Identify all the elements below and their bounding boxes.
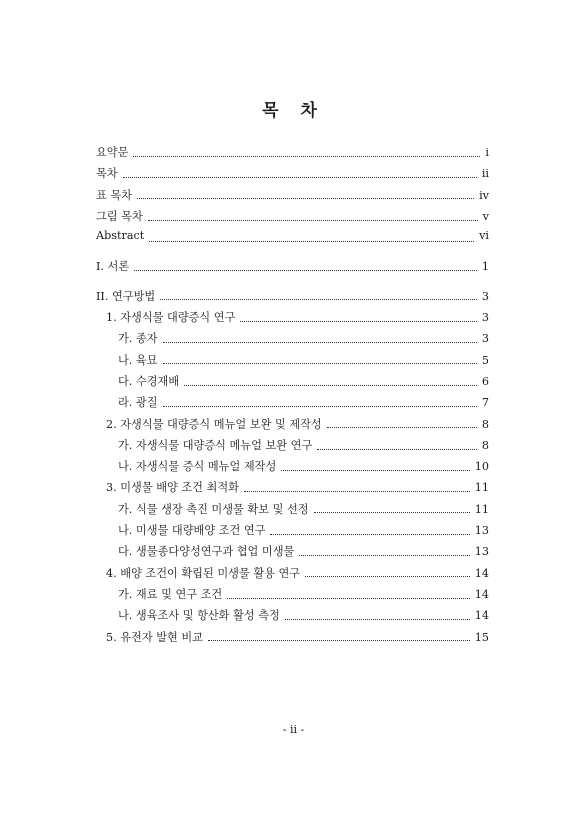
toc-entry-label: 3. 미생물 배양 조건 최적화 — [106, 481, 239, 495]
toc-dot-leader — [134, 270, 477, 271]
toc-entry-label: 목차 — [96, 167, 118, 181]
toc-entry-page-number: 11 — [474, 481, 489, 495]
toc-dot-leader — [240, 321, 476, 322]
toc-dot-leader — [160, 299, 477, 300]
toc-entry-page-number: v — [482, 209, 489, 223]
toc-entry-page-number: 13 — [474, 545, 489, 559]
toc-entry-page-number: 3 — [481, 289, 489, 303]
toc-entry[interactable] — [96, 416, 489, 437]
toc-entry-label: 가. 종자 — [118, 332, 158, 346]
toc-entry[interactable] — [96, 501, 489, 522]
toc-dot-leader — [314, 512, 470, 513]
toc-entry[interactable] — [96, 229, 489, 250]
toc-dot-leader — [163, 342, 477, 343]
toc-dot-leader — [244, 491, 470, 492]
toc-dot-leader — [317, 449, 477, 450]
toc-entry[interactable] — [96, 479, 489, 500]
toc-entry-label: 표 목차 — [96, 188, 132, 202]
toc-entry-label: 2. 자생식물 대량증식 메뉴얼 보완 및 제작성 — [106, 417, 322, 431]
toc-entry[interactable] — [96, 352, 489, 373]
toc-entry-label: 다. 생물종다양성연구과 협업 미생물 — [118, 545, 295, 559]
toc-entry-page-number: 7 — [481, 396, 489, 410]
toc-entry-page-number: 14 — [474, 609, 489, 623]
toc-entry[interactable] — [96, 437, 489, 458]
toc-entry[interactable] — [96, 288, 489, 309]
toc-entry[interactable] — [96, 458, 489, 479]
toc-dot-leader — [305, 576, 470, 577]
toc-entry-label: 다. 수경재배 — [118, 374, 180, 388]
toc-entry[interactable] — [96, 586, 489, 607]
toc-entry-page-number: iv — [479, 188, 489, 202]
toc-dot-leader — [285, 619, 470, 620]
toc-entry-label: 나. 육묘 — [118, 353, 158, 367]
toc-dot-leader — [149, 241, 474, 242]
toc-dot-leader — [184, 385, 477, 386]
toc-entry[interactable] — [96, 187, 489, 208]
toc-entry[interactable] — [96, 165, 489, 186]
toc-entry-label: 그림 목차 — [96, 209, 143, 223]
toc-entry[interactable] — [96, 629, 489, 650]
toc-dot-leader — [227, 598, 470, 599]
toc-entry-page-number: 10 — [474, 460, 489, 474]
toc-entry-page-number: 11 — [474, 502, 489, 516]
toc-entry-page-number: 15 — [474, 630, 489, 644]
page-title: 목 차 — [262, 101, 325, 121]
toc-dot-leader — [163, 406, 477, 407]
toc-entry[interactable] — [96, 144, 489, 165]
toc-entry-label: 요약문 — [96, 146, 129, 159]
toc-entry-label: Abstract — [96, 229, 145, 243]
toc-entry-label: II. 연구방법 — [96, 289, 156, 303]
toc-dot-leader — [133, 156, 480, 157]
toc-dot-leader — [148, 220, 478, 221]
toc-entry-label: 가. 재료 및 연구 조건 — [118, 587, 223, 601]
toc-dot-leader — [327, 427, 477, 428]
table-of-contents — [96, 144, 489, 650]
toc-entry[interactable] — [96, 565, 489, 586]
toc-dot-leader — [123, 177, 477, 178]
toc-entry[interactable] — [96, 373, 489, 394]
toc-dot-leader — [270, 534, 469, 535]
toc-entry-label: 나. 생육조사 및 항산화 활성 측정 — [118, 609, 280, 623]
toc-entry-page-number: vi — [479, 229, 489, 243]
toc-entry-page-number: 3 — [481, 332, 489, 346]
toc-entry-label: 가. 자생식물 대량증식 메뉴얼 보완 연구 — [118, 438, 313, 452]
toc-entry-label: 나. 미생물 대량배양 조건 연구 — [118, 524, 266, 538]
toc-entry[interactable] — [96, 330, 489, 351]
toc-entry-page-number: ii — [481, 167, 489, 181]
toc-entry-label: 4. 배양 조건이 확립된 미생물 활용 연구 — [106, 566, 301, 580]
toc-entry[interactable] — [96, 522, 489, 543]
toc-entry-page-number: 6 — [481, 374, 489, 388]
toc-entry-label: 라. 광질 — [118, 396, 158, 410]
toc-entry-page-number: 5 — [481, 353, 489, 367]
toc-entry-label: 나. 자생식물 증식 메뉴얼 제작성 — [118, 460, 277, 474]
toc-entry-page-number: 8 — [481, 438, 489, 452]
toc-entry[interactable] — [96, 309, 489, 330]
toc-entry-page-number: 14 — [474, 566, 489, 580]
toc-entry[interactable] — [96, 208, 489, 229]
toc-dot-leader — [281, 470, 469, 471]
toc-dot-leader — [299, 555, 469, 556]
toc-entry-page-number: 14 — [474, 587, 489, 601]
toc-entry-page-number: 1 — [481, 260, 489, 274]
toc-dot-leader — [137, 198, 474, 199]
toc-entry-label: 가. 식물 생장 촉진 미생물 확보 및 선정 — [118, 502, 309, 516]
toc-entry[interactable] — [96, 607, 489, 628]
toc-entry-page-number: i — [485, 146, 489, 159]
toc-entry-label: 5. 유전자 발현 비교 — [106, 630, 203, 644]
toc-entry[interactable] — [96, 543, 489, 564]
toc-entry-label: I. 서론 — [96, 260, 130, 274]
toc-entry-page-number: 13 — [474, 524, 489, 538]
toc-entry-page-number: 3 — [481, 311, 489, 325]
toc-entry[interactable] — [96, 258, 489, 279]
page-number: - ii - — [282, 723, 305, 736]
toc-entry-label: 1. 자생식물 대량증식 연구 — [106, 311, 236, 325]
toc-entry-page-number: 8 — [481, 417, 489, 431]
toc-dot-leader — [163, 363, 477, 364]
toc-entry[interactable] — [96, 394, 489, 415]
toc-dot-leader — [208, 640, 470, 641]
